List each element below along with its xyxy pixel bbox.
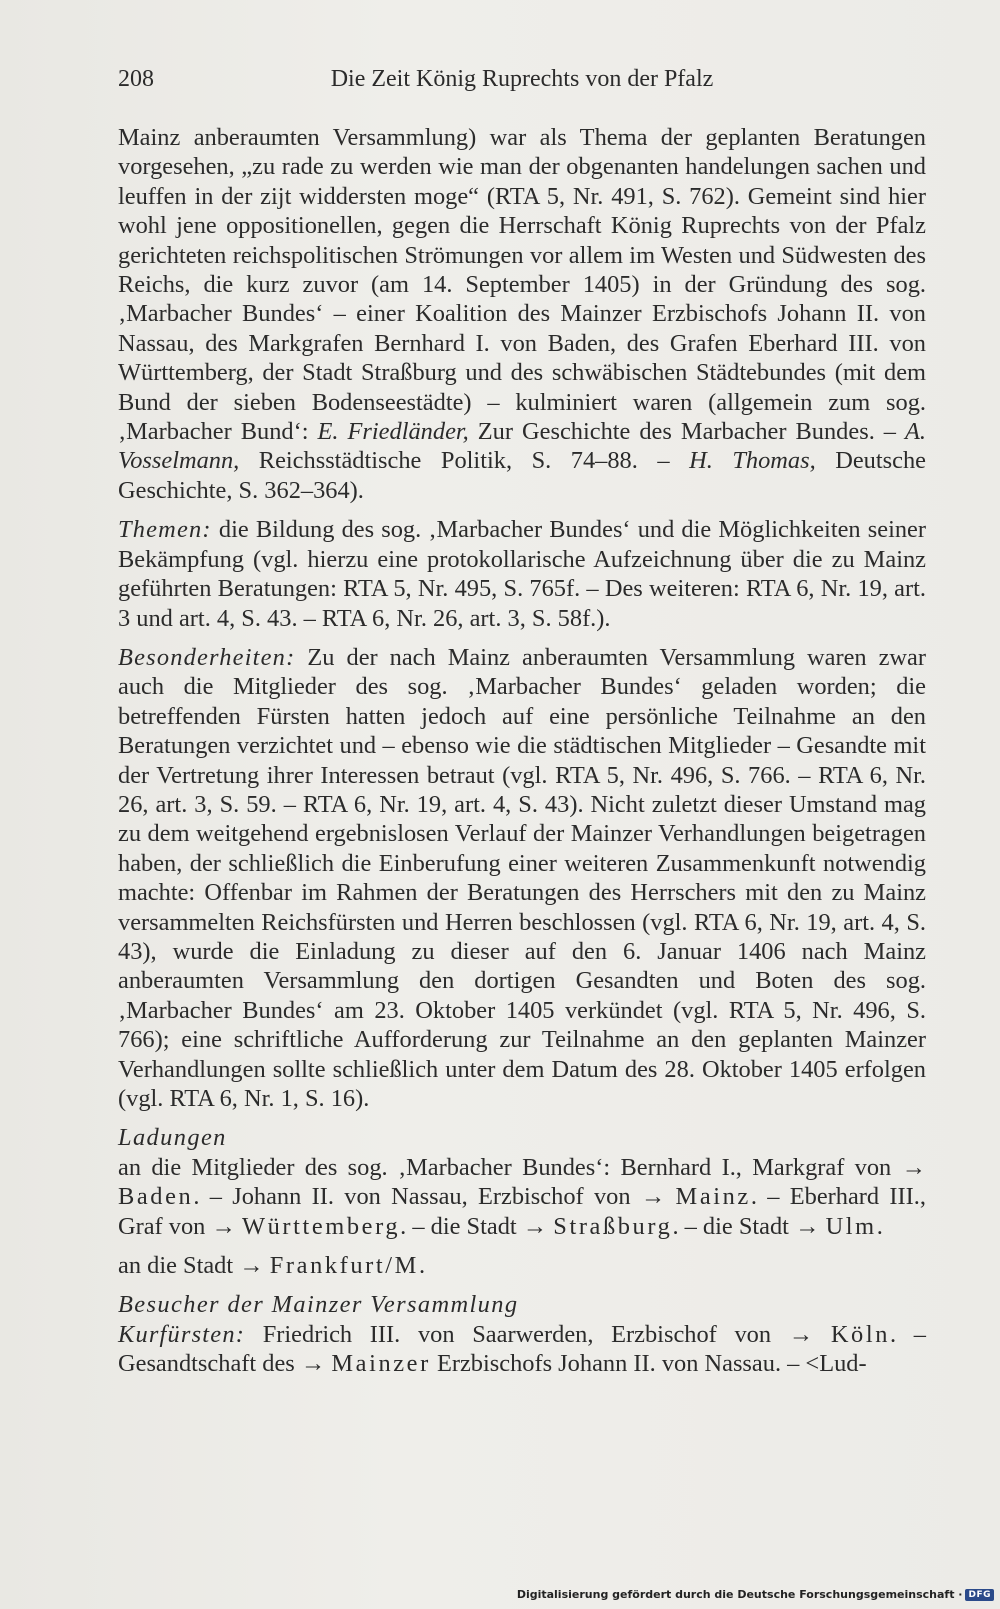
paragraph-besonderheiten: Besonderheiten: Zu der nach Mainz anberaumten Versammlung waren zwar auch die Mitglieder des sog. ‚Marbacher Bundes‘ geladen worden; die betreffenden Fürsten hatten jedoch auf eine persönliche Teilnahme an den Beratungen verzichtet und – ebenso wie die städtischen Mitglieder – Gesandte mit der Vertretung ihrer Interessen betraut (vgl. RTA 5, Nr. 496, S. 766. – RTA 6, Nr. 26, art. 3, S. 59. – RTA 6, Nr. 19, art. 4, S. 43). Nicht zuletzt dieser Umstand mag zu dem weitgehend ergebnislosen Verlauf der Mainzer Verhandlungen beigetragen haben, der schließlich die Einberufung einer weiteren Zusammenkunft notwendig machte: Offenbar im Rahmen der Beratungen des Herrschers mit den zu Mainz versammelten Reichsfürsten und Herren beschlossen (vgl. RTA 6, Nr. 19, art. 4, S. 43), wurde die Einladung zu dieser auf den 6. Januar 1406 nach Mainz anberaumten Versammlung den dortigen Gesandten und Boten des sog. ‚Marbacher Bundes‘ am 23. Oktober 1405 verkündet (vgl. RTA 5, Nr. 496, S. 766); eine schriftliche Aufforderung zur Teilnahme an den geplanten Mainzer Verhandlungen sollte schließlich unter dem Datum des 28. Oktober 1405 erfolgen (vgl. RTA 6, Nr. 1, S. 16).: [118, 643, 926, 1112]
arrow-icon: →: [795, 1212, 820, 1240]
paragraph-ladungen-frankfurt: an die Stadt → Frankfurt/M.: [118, 1252, 426, 1280]
paragraph-intro: Mainz anberaumten Versammlung) war als Thema der geplanten Beratungen vorgesehen, „zu rade zu werden wie man der obgenanten handelungen sachen und leuffen in der zijt widdersten moge“ (RTA 5, Nr. 491, S. 762). Gemeint sind hier wohl jene oppositionellen, gegen die Herrschaft König Ruprechts von der Pfalz gerichteten reichspolitischen Strömungen vor allem im Westen und Südwesten des Reichs, die kurz zuvor (am 14. September 1405) in der Gründung des sog. ‚Marbacher Bundes‘ – einer Koalition des Mainzer Erzbischofs Johann II. von Nassau, des Markgrafen Bernhard I. von Baden, des Grafen Eberhard III. von Württemberg, der Stadt Straßburg und des schwäbischen Städtebundes (mit dem Bund der sieben Bodenseestädte) – kulminiert waren (allgemein zum sog. ‚Marbacher Bund‘: E. Friedländer, Zur Geschichte des Marbacher Bundes. – A. Vosselmann, Reichsstädtische Politik, S. 74–88. – H. Thomas, Deutsche Geschichte, S. 362–364).: [118, 124, 926, 504]
arrow-icon: →: [522, 1212, 548, 1240]
label-themen: Themen:: [118, 516, 212, 544]
dfg-logo-icon: DFG: [965, 1589, 994, 1601]
arrow-icon: →: [239, 1252, 264, 1280]
author-friedlaender: E. Friedländer,: [317, 418, 469, 446]
body-text: [118, 123, 926, 1379]
credit-text: Digitalisierung gefördert durch die Deutsche Forschungsgemeinschaft ·: [516, 1588, 963, 1601]
arrow-icon: →: [211, 1212, 236, 1240]
place-strassburg: Straßburg: [553, 1212, 673, 1240]
place-mainz: Mainz: [675, 1183, 751, 1211]
place-frankfurt: Frankfurt/M: [269, 1252, 419, 1280]
arrow-icon: →: [640, 1183, 666, 1211]
arrow-icon: →: [788, 1320, 814, 1348]
running-title: Die Zeit König Ruprechts von der Pfalz: [330, 66, 714, 92]
heading-ladungen: Ladungen: [118, 1124, 227, 1152]
place-ulm: Ulm: [825, 1212, 877, 1240]
paragraph-ladungen: an die Mitglieder des sog. ‚Marbacher Bundes‘: Bernhard I., Markgraf von → Baden. – Johann II. von Nassau, Erzbischof von → Mainz. – Eberhard III., Graf von → Württemberg. – die Stadt → Straßburg. – die Stadt → Ulm.: [118, 1153, 926, 1240]
place-baden: Baden: [118, 1183, 194, 1211]
author-thomas: H. Thomas,: [689, 447, 816, 475]
page-header: [118, 66, 926, 98]
digitization-credit: [517, 1588, 994, 1601]
label-besonderheiten: Besonderheiten:: [118, 643, 296, 671]
label-kurfuersten: Kurfürsten:: [118, 1320, 246, 1348]
arrow-icon: →: [901, 1153, 926, 1181]
place-wuerttemberg: Württemberg: [241, 1212, 401, 1240]
heading-besucher: Besucher der Mainzer Versammlung: [118, 1291, 519, 1319]
paragraph-kurfuersten: Kurfürsten: Friedrich III. von Saarwerden, Erzbischof von → Köln. – Gesandtschaft des → Mainzer Erzbischofs Johann II. von Nassau. – <Lud-: [118, 1320, 926, 1378]
page-number: 208: [118, 66, 154, 92]
author-vosselmann: A. Vosselmann,: [118, 418, 926, 475]
place-koeln: Köln: [830, 1320, 891, 1348]
place-mainzer: Mainzer: [331, 1350, 431, 1378]
arrow-icon: →: [300, 1350, 326, 1378]
paragraph-themen: Themen: die Bildung des sog. ‚Marbacher Bundes‘ und die Möglichkeiten seiner Bekämpfung (vgl. hierzu eine protokollarische Aufzeichnung über die zu Mainz geführten Beratungen: RTA 5, Nr. 495, S. 765f. – Des weiteren: RTA 6, Nr. 19, art. 3 und art. 4, S. 43. – RTA 6, Nr. 26, art. 3, S. 58f.).: [118, 516, 926, 632]
